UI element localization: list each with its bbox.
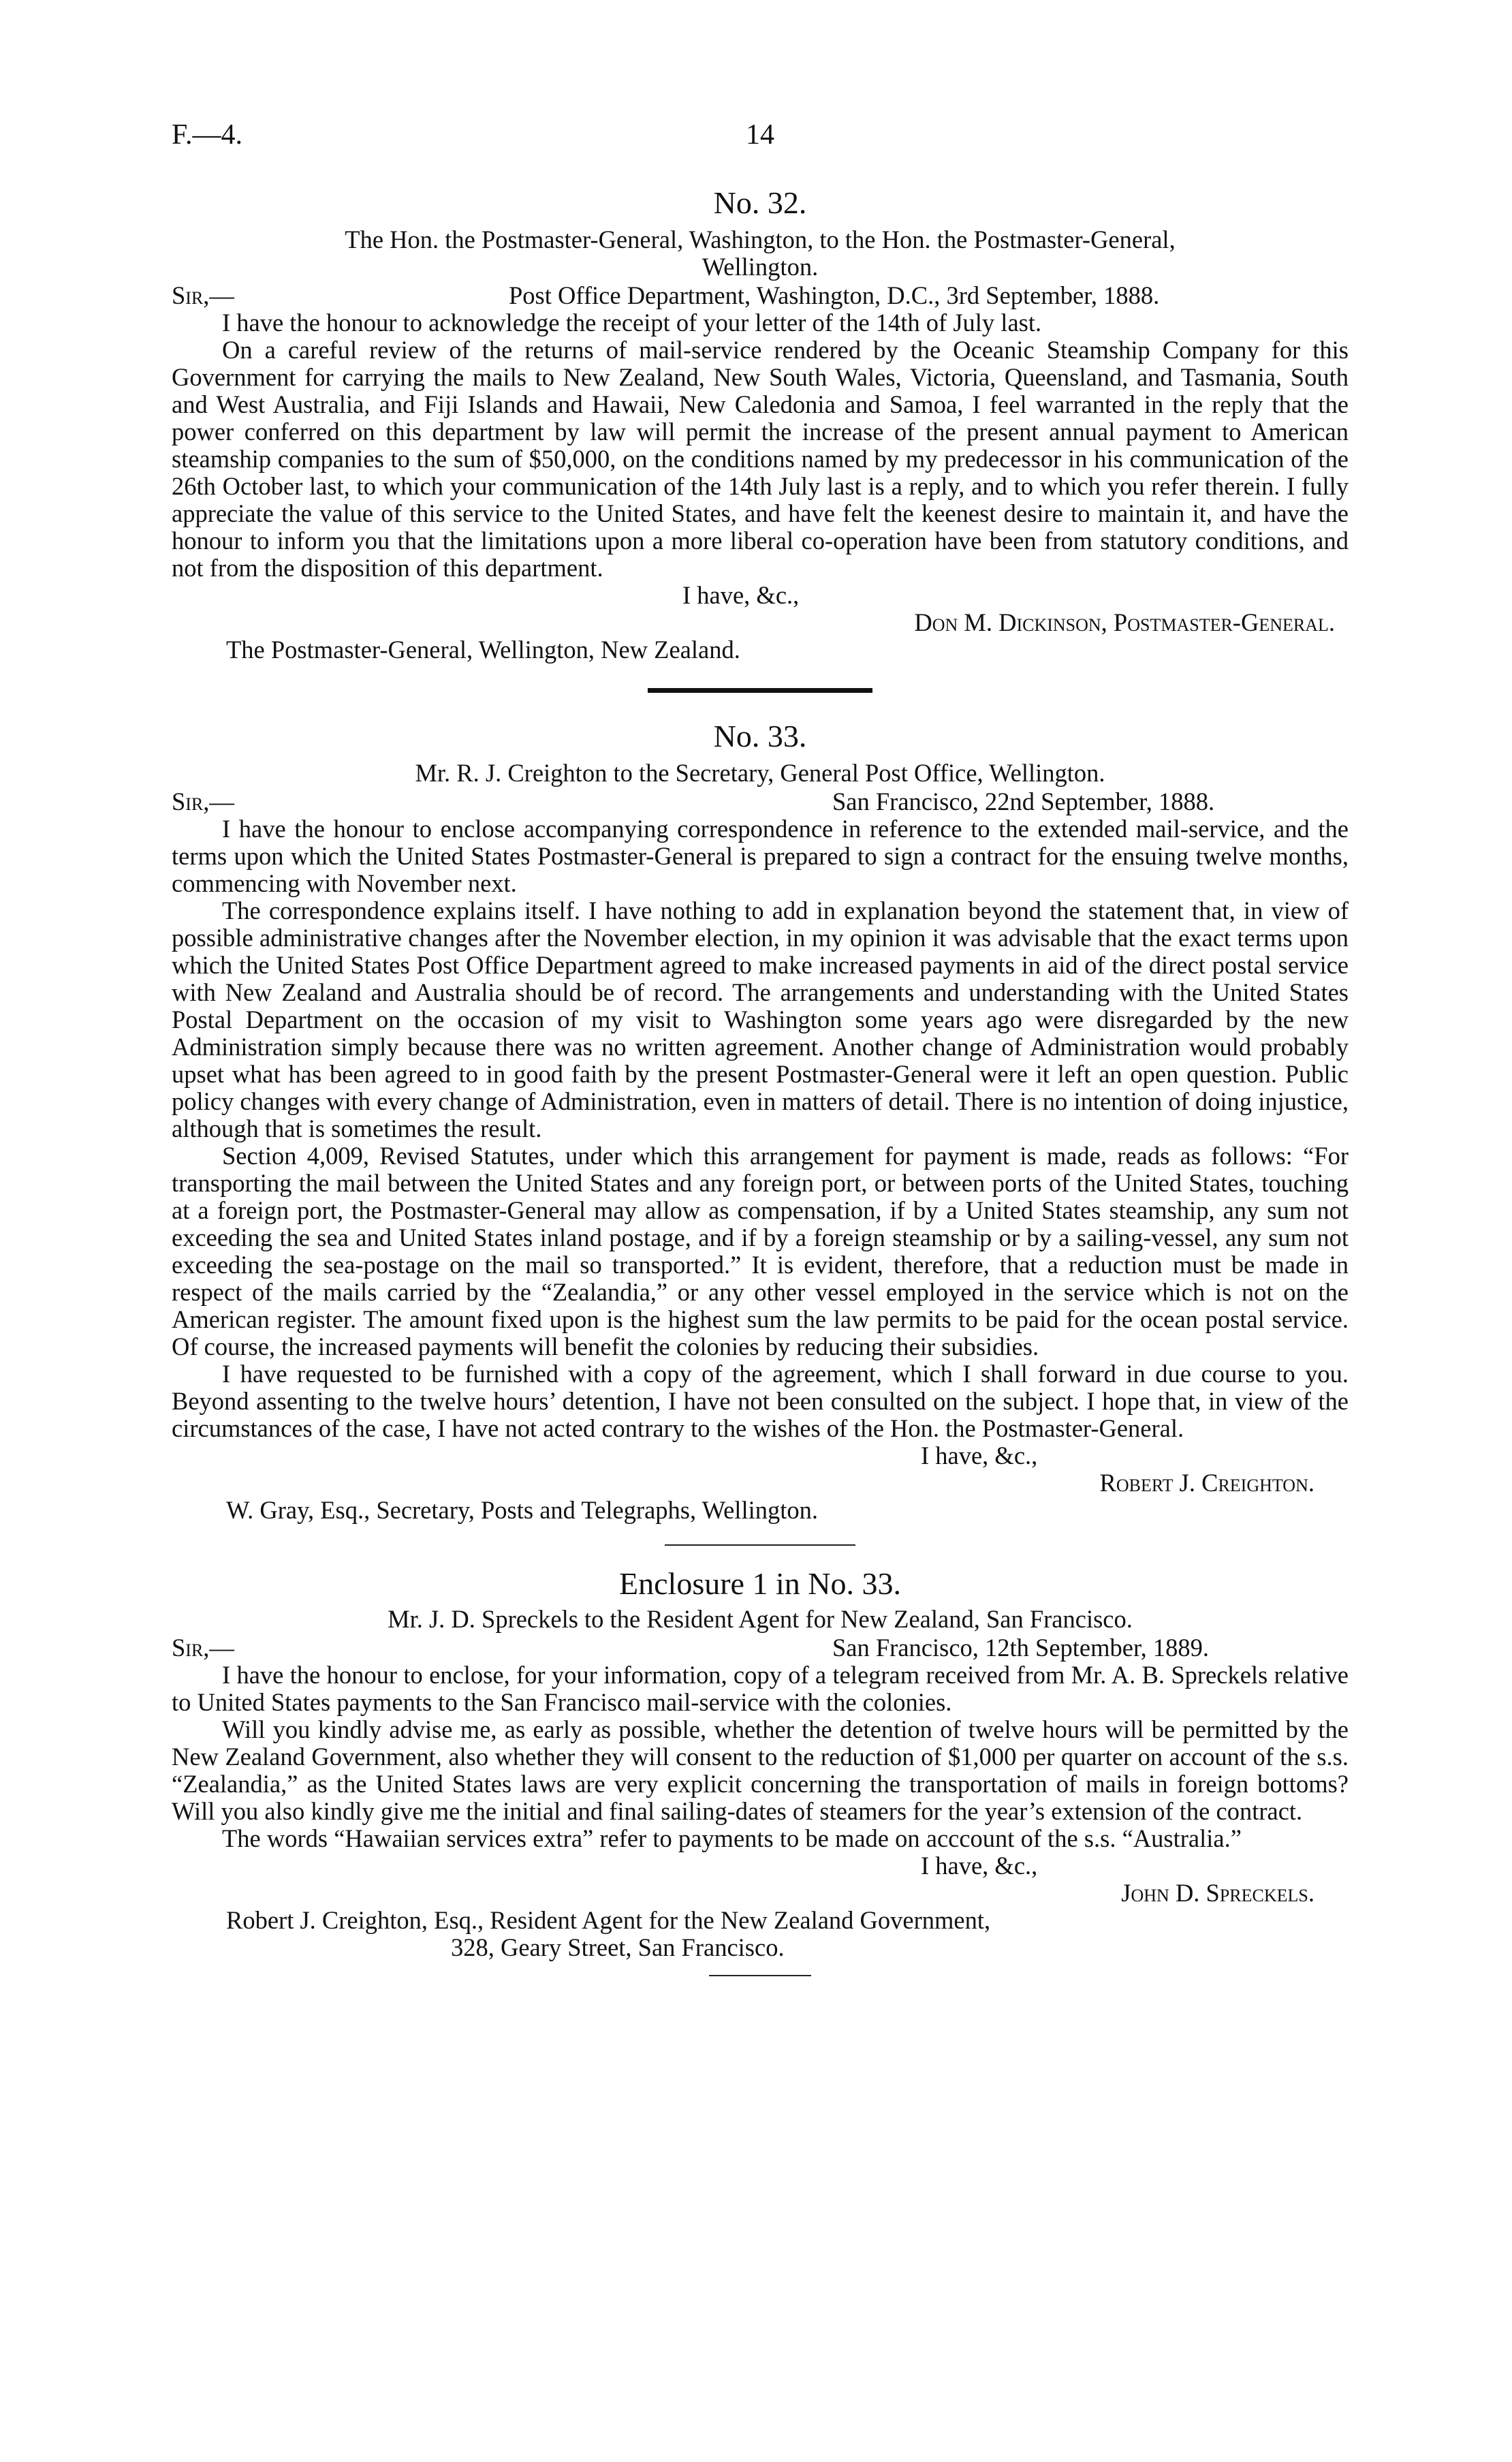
dateline: San Francisco, 12th September, 1889.	[832, 1634, 1210, 1662]
salutation-row	[172, 788, 1349, 815]
signature: John D. Spreckels.	[1121, 1879, 1314, 1907]
addressee: W. Gray, Esq., Secretary, Posts and Telegraphs, Wellington.	[226, 1496, 818, 1524]
paragraph: Section 4,009, Revised Statutes, under which this arrangement for payment is made, reads as follows: “For transporting the mail between the United States and any foreign port, or between ports of the United States, touching at a foreign port, the Postmaster-General may allow as compensation, if by a United States steamship, any sum not exceeding the sea and United States inland postage, and if by a foreign steamship or by a sailing-vessel, any sum not exceeding the sea-postage on the mail so transported.” It is evident, therefore, that a reduction must be made in respect of the mails carried by the “Zealandia,” or any other vessel employed in the service which is not on the American register. The amount fixed upon is the highest sum the law permits to be paid for the ocean postal service. Of course, the increased payments will benefit the colonies by reducing their subsidies.	[172, 1142, 1349, 1360]
document-body	[172, 185, 1349, 1990]
addressee: Robert J. Creighton, Esq., Resident Agent for the New Zealand Government,	[226, 1906, 991, 1934]
addressee: The Postmaster-General, Wellington, New Zealand.	[226, 636, 740, 664]
salutation: Sir,—	[172, 1634, 234, 1662]
paragraph: I have requested to be furnished with a copy of the agreement, which I shall forward in due course to you. Beyond assenting to the twelve hours’ detention, I have not been consulted on the subject. I hope that, in view of the circumstances of the case, I have not acted contrary to the wishes of the Hon. the Postmaster-General.	[172, 1360, 1349, 1442]
dateline: San Francisco, 22nd September, 1888.	[832, 788, 1215, 815]
letter-number: No. 32.	[713, 185, 807, 220]
dateline: Post Office Department, Washington, D.C., 3rd September, 1888.	[509, 281, 1160, 309]
paragraph: The correspondence explains itself. I have nothing to add in explanation beyond the statement that, in view of possible administrative changes after the November election, in my opinion it was advisable that the exact terms upon which the United States Post Office Department agreed to make increased payments in aid of the direct postal service with New Zealand and Australia should be of record. The arrangements and understanding with the United States Postal Department on the occasion of my visit to Washington some years ago were disregarded by the new Administration simply because there was no written agreement. Another change of Administration would probably upset what has been agreed to in good faith by the present Postmaster-General were it left an open question. Public policy changes with every change of Administration, even in matters of detail. There is no intention of doing injustice, although that is sometimes the result.	[172, 897, 1349, 1142]
letter-no-32	[172, 185, 1349, 664]
paragraph: The words “Hawaiian services extra” refer to payments to be made on acccount of the s.s. “Australia.”	[222, 1824, 1242, 1852]
closing: I have, &c.,	[921, 1442, 1038, 1469]
letter-heading: Mr. R. J. Creighton to the Secretary, General Post Office, Wellington.	[415, 759, 1105, 787]
paragraph: Will you kindly advise me, as early as possible, whether the detention of twelve hours will be permitted by the New Zealand Government, also whether they will consent to the reduction of $1,000 per quarter on account of the s.s. “Zealandia,” as the United States laws are very explicit concerning the transportation of mails in foreign bottoms? Will you also kindly give me the initial and final sailing-dates of steamers for the year’s extension of the contract.	[172, 1715, 1349, 1825]
enclosure-heading: Mr. J. D. Spreckels to the Resident Agent for New Zealand, San Francisco.	[388, 1605, 1133, 1633]
paper-reference: F.—4.	[172, 119, 242, 151]
running-header	[172, 121, 1349, 155]
paragraph: I have the honour to acknowledge the receipt of your letter of the 14th of July last.	[222, 309, 1042, 337]
enclosure-title: Enclosure 1 in No. 33.	[619, 1566, 901, 1601]
section-divider	[665, 1544, 855, 1546]
letter-heading-continued: Wellington.	[702, 253, 819, 281]
letter-no-33	[172, 719, 1349, 1524]
signature: Robert J. Creighton.	[1099, 1469, 1314, 1497]
salutation: Sir,—	[172, 788, 234, 815]
section-divider	[709, 1975, 811, 1976]
salutation-row	[172, 1634, 1349, 1662]
section-divider	[648, 688, 872, 693]
signature: Don M. Dickinson, Postmaster-General.	[914, 608, 1335, 636]
salutation-row	[172, 282, 1349, 309]
page-number: 14	[746, 119, 774, 151]
paragraph: I have the honour to enclose accompanying correspondence in reference to the extended mail-service, and the terms upon which the United States Postmaster-General is prepared to sign a contract for the ensuing twelve months, commencing with November next.	[172, 815, 1349, 897]
closing: I have, &c.,	[921, 1852, 1038, 1880]
enclosure-1	[172, 1566, 1349, 1961]
letter-number: No. 33.	[713, 719, 807, 753]
addressee-address: 328, Geary Street, San Francisco.	[451, 1933, 785, 1961]
closing: I have, &c.,	[682, 581, 800, 609]
paragraph: I have the honour to enclose, for your information, copy of a telegram received from Mr. A. B. Spreckels relative to United States payments to the San Francisco mail-service with the colonies.	[172, 1661, 1349, 1716]
paragraph: On a careful review of the returns of mail-service rendered by the Oceanic Steamship Company for this Government for carrying the mails to New Zealand, New South Wales, Victoria, Queensland, and Tasmania, South and West Australia, and Fiji Islands and Hawaii, New Caledonia and Samoa, I feel warranted in the reply that the power conferred on this department by law will permit the increase of the present annual payment to American steamship companies to the sum of $50,000, on the conditions named by my predecessor in his communication of the 26th October last, to which your communication of the 14th July last is a reply, and to which you refer therein. I fully appreciate the value of this service to the United States, and have felt the keenest desire to maintain it, and have the honour to inform you that the limitations upon a more liberal co-operation have been from statutory conditions, and not from the disposition of this department.	[172, 336, 1349, 582]
salutation: Sir,—	[172, 281, 234, 309]
letter-heading: The Hon. the Postmaster-General, Washington, to the Hon. the Postmaster-General,	[345, 225, 1176, 253]
